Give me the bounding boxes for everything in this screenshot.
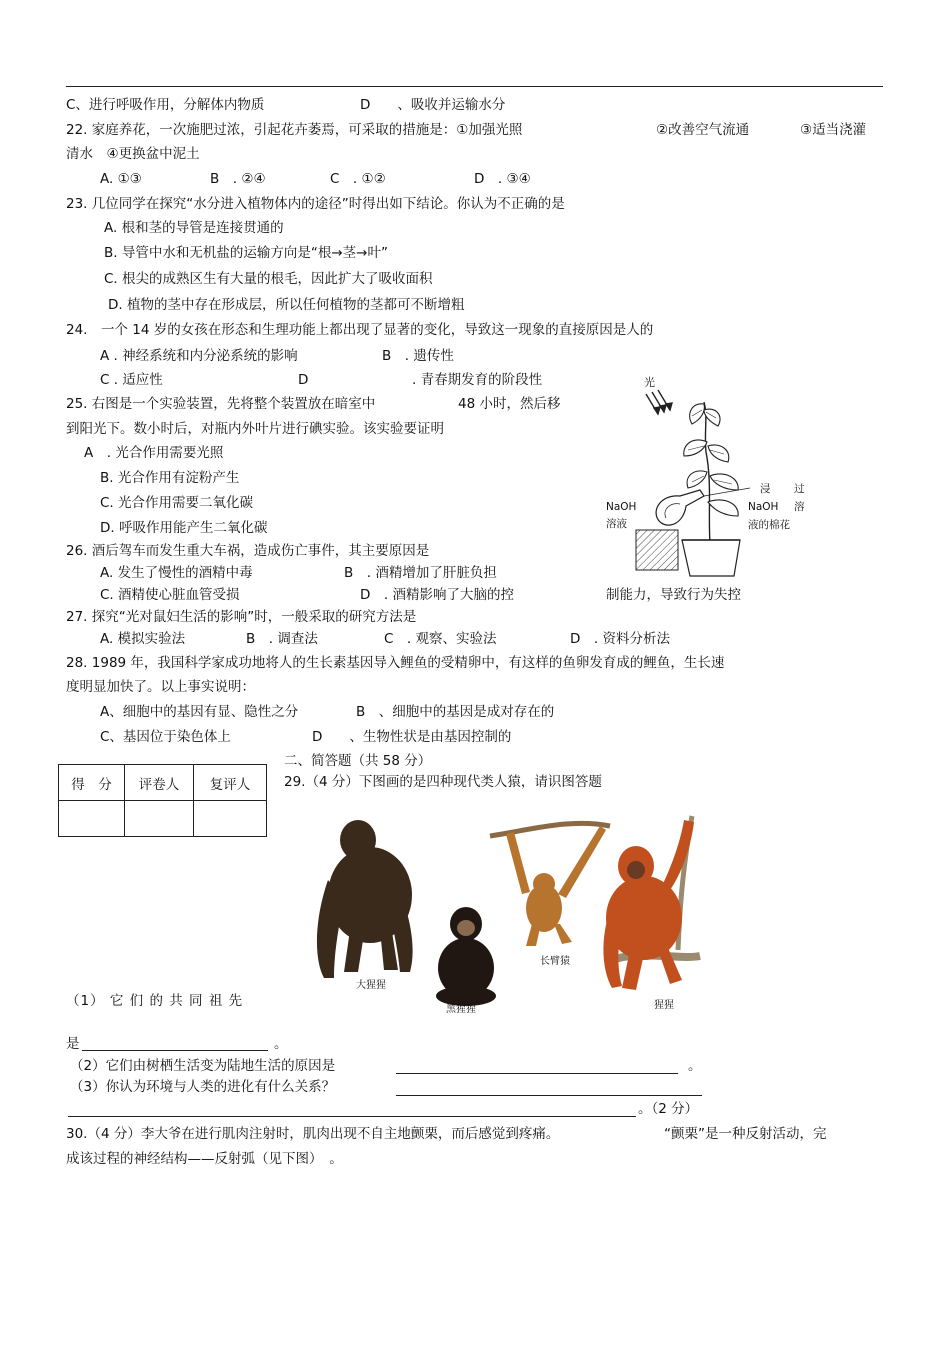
light-arrows-icon bbox=[646, 390, 672, 414]
q28-option-b: B 、细胞中的基因是成对存在的 bbox=[356, 704, 555, 720]
naoh-left-label-2: 溶液 bbox=[606, 518, 627, 530]
q30-stem-2: “颤栗”是一种反射活动，完 bbox=[664, 1126, 827, 1142]
q23-option-c: C. 根尖的成熟区生有大量的根毛，因此扩大了吸收面积 bbox=[104, 271, 433, 287]
naoh-beaker bbox=[636, 530, 678, 570]
grader-cell[interactable] bbox=[125, 801, 194, 837]
section-2-title: 二、简答题（共 58 分） bbox=[284, 753, 432, 769]
gibbon-image bbox=[506, 826, 606, 946]
gorilla-label: 大猩猩 bbox=[356, 980, 386, 991]
q26-stem: 26. 酒后驾车而发生重大车祸，造成伤亡事件，其主要原因是 bbox=[66, 543, 430, 559]
q24-option-b: B . 遗传性 bbox=[382, 348, 454, 364]
q22-option-b: B . ②④ bbox=[210, 171, 266, 187]
q23-option-d: D. 植物的茎中存在形成层，所以任何植物的茎都可不断增粗 bbox=[108, 297, 465, 313]
q28-option-c: C、基因位于染色体上 bbox=[100, 729, 231, 745]
q25-stem: 25. 右图是一个实验装置，先将整个装置放在暗室中 bbox=[66, 396, 376, 412]
q23-option-b: B. 导管中水和无机盐的运输方向是“根→茎→叶” bbox=[104, 245, 388, 261]
header-rule bbox=[66, 86, 883, 87]
grader-header: 评卷人 bbox=[125, 765, 194, 801]
q23-option-a: A. 根和茎的导管是连接贯通的 bbox=[104, 220, 284, 236]
q29-part2-label: （2）它们由树栖生活变为陆地生活的原因是 bbox=[70, 1058, 336, 1074]
flower-pot bbox=[682, 540, 740, 576]
q27-option-c: C . 观察、实验法 bbox=[384, 631, 497, 647]
q29-stem: 29.（4 分）下图画的是四种现代类人猿，请识图答题 bbox=[284, 774, 602, 790]
right-label-1b: 过 bbox=[794, 483, 805, 495]
plant-leaves bbox=[684, 404, 738, 490]
right-label-2b: 溶 bbox=[794, 501, 805, 513]
q23-stem: 23. 几位同学在探究“水分进入植物体内的途径”时得出如下结论。你认为不正确的是 bbox=[66, 196, 565, 212]
q26-option-d: D . 酒精影响了大脑的控 bbox=[360, 587, 514, 603]
q22-measure-2: ②改善空气流通 bbox=[656, 122, 750, 138]
light-label: 光 bbox=[644, 376, 655, 389]
q24-option-a: A . 神经系统和内分泌系统的影响 bbox=[100, 348, 298, 364]
q26-option-c: C. 酒精使心脏血管受损 bbox=[100, 587, 240, 603]
q29-part1-is: 是 bbox=[66, 1036, 80, 1052]
orangutan-label: 猩猩 bbox=[654, 1000, 674, 1011]
apes-figure bbox=[300, 800, 720, 1020]
q25-stem-cont: 到阳光下。数小时后，对瓶内外叶片进行碘实验。该实验要证明 bbox=[66, 421, 444, 437]
score-cell[interactable] bbox=[59, 801, 125, 837]
q26-option-b: B . 酒精增加了肝脏负担 bbox=[344, 565, 497, 581]
q29-part1-answer-blank[interactable] bbox=[82, 1050, 268, 1051]
q26-option-a: A. 发生了慢性的酒精中毒 bbox=[100, 565, 253, 581]
score-header: 得 分 bbox=[59, 765, 125, 801]
flask bbox=[656, 490, 704, 525]
q27-option-d: D . 资料分析法 bbox=[570, 631, 670, 647]
q29-part3-answer-blank-2[interactable] bbox=[68, 1116, 636, 1117]
q25-option-a: A . 光合作用需要光照 bbox=[84, 445, 224, 461]
q29-part1-period: 。 bbox=[274, 1036, 288, 1052]
q29-part2-period: 。 bbox=[688, 1058, 702, 1074]
reviewer-cell[interactable] bbox=[194, 801, 267, 837]
q29-part3-answer-blank-1[interactable] bbox=[396, 1095, 702, 1096]
q30-stem: 30.（4 分）李大爷在进行肌肉注射时，肌肉出现不自主地颤栗，而后感觉到疼痛。 bbox=[66, 1126, 560, 1142]
q22-option-a: A. ①③ bbox=[100, 171, 142, 187]
q21-option-d: D 、吸收并运输水分 bbox=[360, 97, 506, 113]
q22-option-c: C . ①② bbox=[330, 171, 386, 187]
q29-part2-answer-blank[interactable] bbox=[396, 1073, 678, 1074]
q24-option-d-letter: D bbox=[298, 372, 309, 388]
q26-option-d-cont: 制能力，导致行为失控 bbox=[606, 587, 741, 603]
gibbon-label: 长臂猿 bbox=[540, 956, 570, 967]
right-label-3: 液的棉花 bbox=[748, 519, 790, 531]
score-table bbox=[58, 764, 267, 837]
q22-option-d: D . ③④ bbox=[474, 171, 531, 187]
q28-stem-cont: 度明显加快了。以上事实说明： bbox=[66, 679, 255, 695]
naoh-left-label-1: NaOH bbox=[606, 501, 637, 513]
gorilla-image bbox=[317, 820, 413, 978]
q28-stem: 28. 1989 年，我国科学家成功地将人的生长素基因导入鲤鱼的受精卵中，有这样的鱼卵发育成的鲤鱼，生长速 bbox=[66, 655, 725, 671]
q27-option-a: A. 模拟实验法 bbox=[100, 631, 186, 647]
q29-part1-label: （1） 它 们 的 共 同 祖 先 bbox=[66, 993, 244, 1009]
right-label-2a: NaOH bbox=[748, 501, 779, 513]
q28-option-d: D 、生物性状是由基因控制的 bbox=[312, 729, 512, 745]
q25-option-d: D. 呼吸作用能产生二氧化碳 bbox=[100, 520, 268, 536]
reviewer-header: 复评人 bbox=[194, 765, 267, 801]
q28-option-a: A、细胞中的基因有显、隐性之分 bbox=[100, 704, 299, 720]
q25-stem-hours: 48 小时，然后移 bbox=[458, 396, 561, 412]
q25-option-c: C. 光合作用需要二氧化碳 bbox=[100, 495, 254, 511]
q24-option-d-text: . 青春期发育的阶段性 bbox=[412, 372, 543, 388]
q21-option-c: C、进行呼吸作用，分解体内物质 bbox=[66, 97, 265, 113]
q24-stem: 24. 一个 14 岁的女孩在形态和生理功能上都出现了显著的变化，导致这一现象的直接原因是人的 bbox=[66, 322, 654, 338]
q25-option-b: B. 光合作用有淀粉产生 bbox=[100, 470, 240, 486]
q30-stem-cont: 成该过程的神经结构——反射弧（见下图） 。 bbox=[66, 1151, 343, 1167]
q29-part3-label: （3）你认为环境与人类的进化有什么关系？ bbox=[70, 1079, 336, 1095]
q22-stem: 22. 家庭养花，一次施肥过浓，引起花卉萎焉，可采取的措施是：①加强光照 bbox=[66, 122, 523, 138]
q22-measure-3: ③适当浇灌 bbox=[800, 122, 867, 138]
q27-stem: 27. 探究“光对鼠妇生活的影响”时，一般采取的研究方法是 bbox=[66, 609, 417, 625]
q22-stem-cont: 清水 ④更换盆中泥土 bbox=[66, 146, 200, 162]
q29-part3-score: 。（2 分） bbox=[638, 1101, 699, 1117]
right-label-1a: 浸 bbox=[760, 483, 771, 495]
plant-experiment-figure bbox=[600, 372, 820, 582]
q24-option-c: C . 适应性 bbox=[100, 372, 163, 388]
chimp-label: 黑猩猩 bbox=[446, 1004, 476, 1015]
q27-option-b: B . 调查法 bbox=[246, 631, 318, 647]
